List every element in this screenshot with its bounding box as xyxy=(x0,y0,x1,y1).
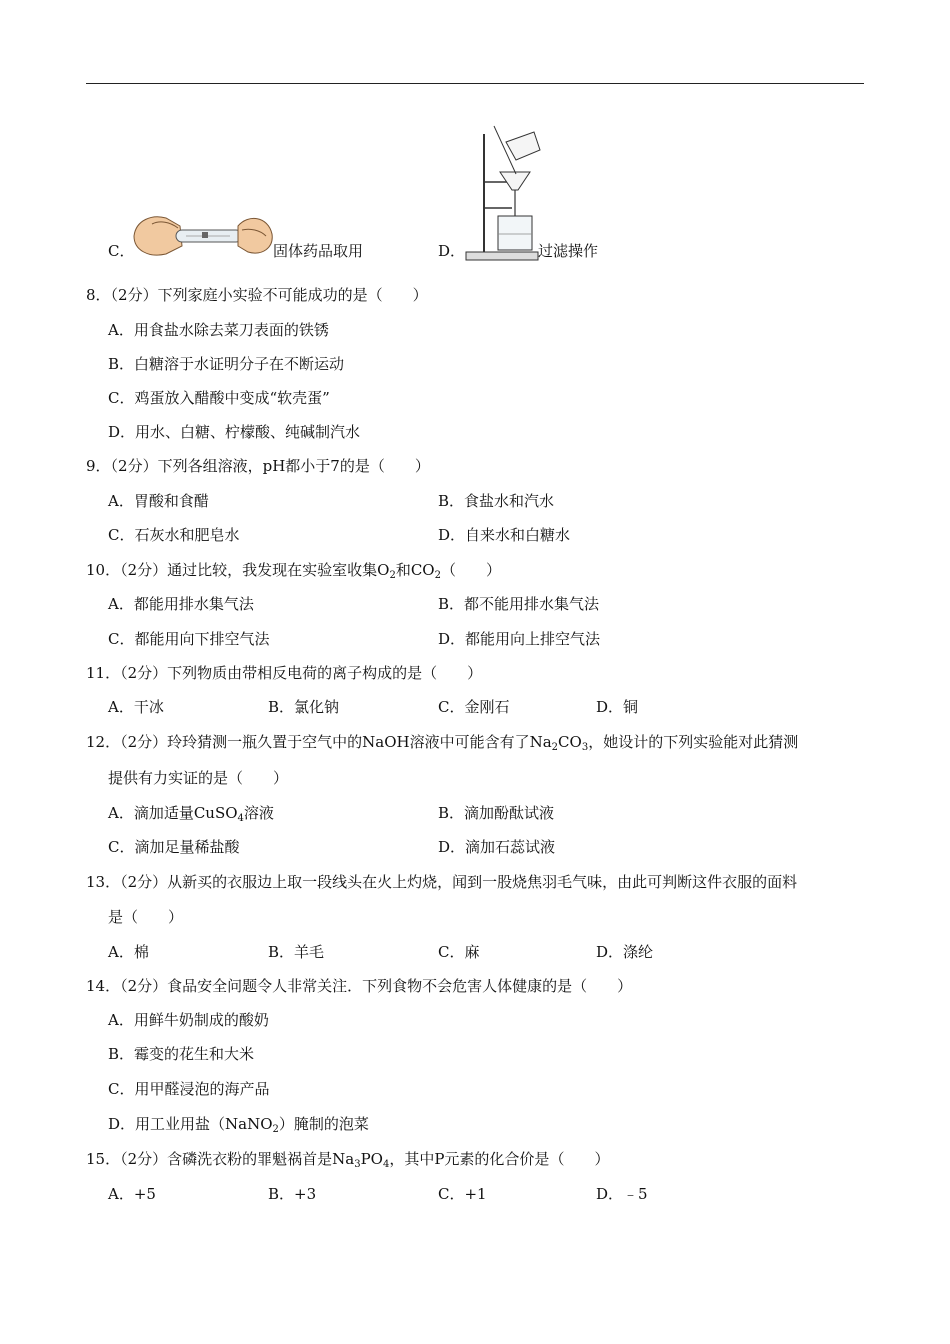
q10-option-b: B．都不能用排水集气法 xyxy=(438,595,600,613)
q12-option-a: A．滴加适量CuSO$_4$溶液 xyxy=(108,804,274,824)
q9-stem: 9．（2分）下列各组溶液，pH都小于7的是（ ） xyxy=(86,457,430,475)
q13-option-b: B．羊毛 xyxy=(268,943,325,961)
q11-stem: 11．（2分）下列物质由带相反电荷的离子构成的是（ ） xyxy=(86,664,483,682)
q10-option-c: C．都能用向下排空气法 xyxy=(108,630,270,648)
q7-option-c-letter: C． xyxy=(108,242,135,260)
q15-stem: 15．（2分）含磷洗衣粉的罪魁祸首是$Na_3PO_4$，其中P元素的化合价是（ ） xyxy=(86,1150,610,1170)
q11-option-b: B．氯化钠 xyxy=(268,698,340,716)
q8-option-d: D．用水、白糖、柠檬酸、纯碱制汽水 xyxy=(108,423,361,441)
q15-option-d: D．﹣5 xyxy=(596,1185,648,1203)
q12-stem: 12．（2分）玲玲猜测一瓶久置于空气中的NaOH溶液中可能含有了$Na_2CO_3$，她设计的下列实验能对此猜测 xyxy=(86,733,799,753)
q14-option-c: C．用甲醛浸泡的海产品 xyxy=(108,1080,270,1098)
q11-option-a: A．干冰 xyxy=(108,698,164,716)
q14-option-d: D．用工业用盐（NaNO$_2$）腌制的泡菜 xyxy=(108,1115,369,1135)
filtration-apparatus-illustration xyxy=(464,124,544,264)
q7-option-d-letter: D． xyxy=(438,242,466,260)
hands-test-tube-illustration xyxy=(130,206,274,262)
q11-option-c: C．金刚石 xyxy=(438,698,510,716)
q13-option-c: C．麻 xyxy=(438,943,480,961)
q9-option-d: D．自来水和白糖水 xyxy=(438,526,571,544)
q14-option-b: B．霉变的花生和大米 xyxy=(108,1045,255,1063)
q15-option-c: C．+1 xyxy=(438,1185,487,1203)
q10-option-a: A．都能用排水集气法 xyxy=(108,595,254,613)
q9-option-a: A．胃酸和食醋 xyxy=(108,492,209,510)
q10-option-d: D．都能用向上排空气法 xyxy=(438,630,601,648)
header-rule xyxy=(86,83,864,84)
q13-option-a: A．棉 xyxy=(108,943,149,961)
q13-stem: 13．（2分）从新买的衣服边上取一段线头在火上灼烧，闻到一股烧焦羽毛气味，由此可判断这件衣服的面料 xyxy=(86,873,798,891)
q12-option-c: C．滴加足量稀盐酸 xyxy=(108,838,240,856)
q12-stem-line2: 提供有力实证的是（ ） xyxy=(108,769,289,787)
q12-option-b: B．滴加酚酞试液 xyxy=(438,804,555,822)
q8-option-a: A．用食盐水除去菜刀表面的铁锈 xyxy=(108,321,329,339)
q12-option-d: D．滴加石蕊试液 xyxy=(438,838,556,856)
q7-option-c-caption: 固体药品取用 xyxy=(273,242,364,260)
q11-option-d: D．铜 xyxy=(596,698,639,716)
q7-option-d-caption: 过滤操作 xyxy=(538,242,599,260)
q14-stem: 14．（2分）食品安全问题令人非常关注．下列食物不会危害人体健康的是（ ） xyxy=(86,977,633,995)
q9-option-b: B．食盐水和汽水 xyxy=(438,492,555,510)
q14-option-a: A．用鲜牛奶制成的酸奶 xyxy=(108,1011,269,1029)
q10-stem: 10．（2分）通过比较，我发现在实验室收集$O_2$和$CO_2$（ ） xyxy=(86,561,501,581)
q15-option-a: A．+5 xyxy=(108,1185,156,1203)
q15-option-b: B．+3 xyxy=(268,1185,317,1203)
q8-stem: 8．（2分）下列家庭小实验不可能成功的是（ ） xyxy=(86,286,428,304)
q9-option-c: C．石灰水和肥皂水 xyxy=(108,526,240,544)
q13-option-d: D．涤纶 xyxy=(596,943,654,961)
q8-option-b: B．白糖溶于水证明分子在不断运动 xyxy=(108,355,345,373)
q13-stem-line2: 是（ ） xyxy=(108,908,184,926)
q8-option-c: C．鸡蛋放入醋酸中变成“软壳蛋” xyxy=(108,389,330,407)
